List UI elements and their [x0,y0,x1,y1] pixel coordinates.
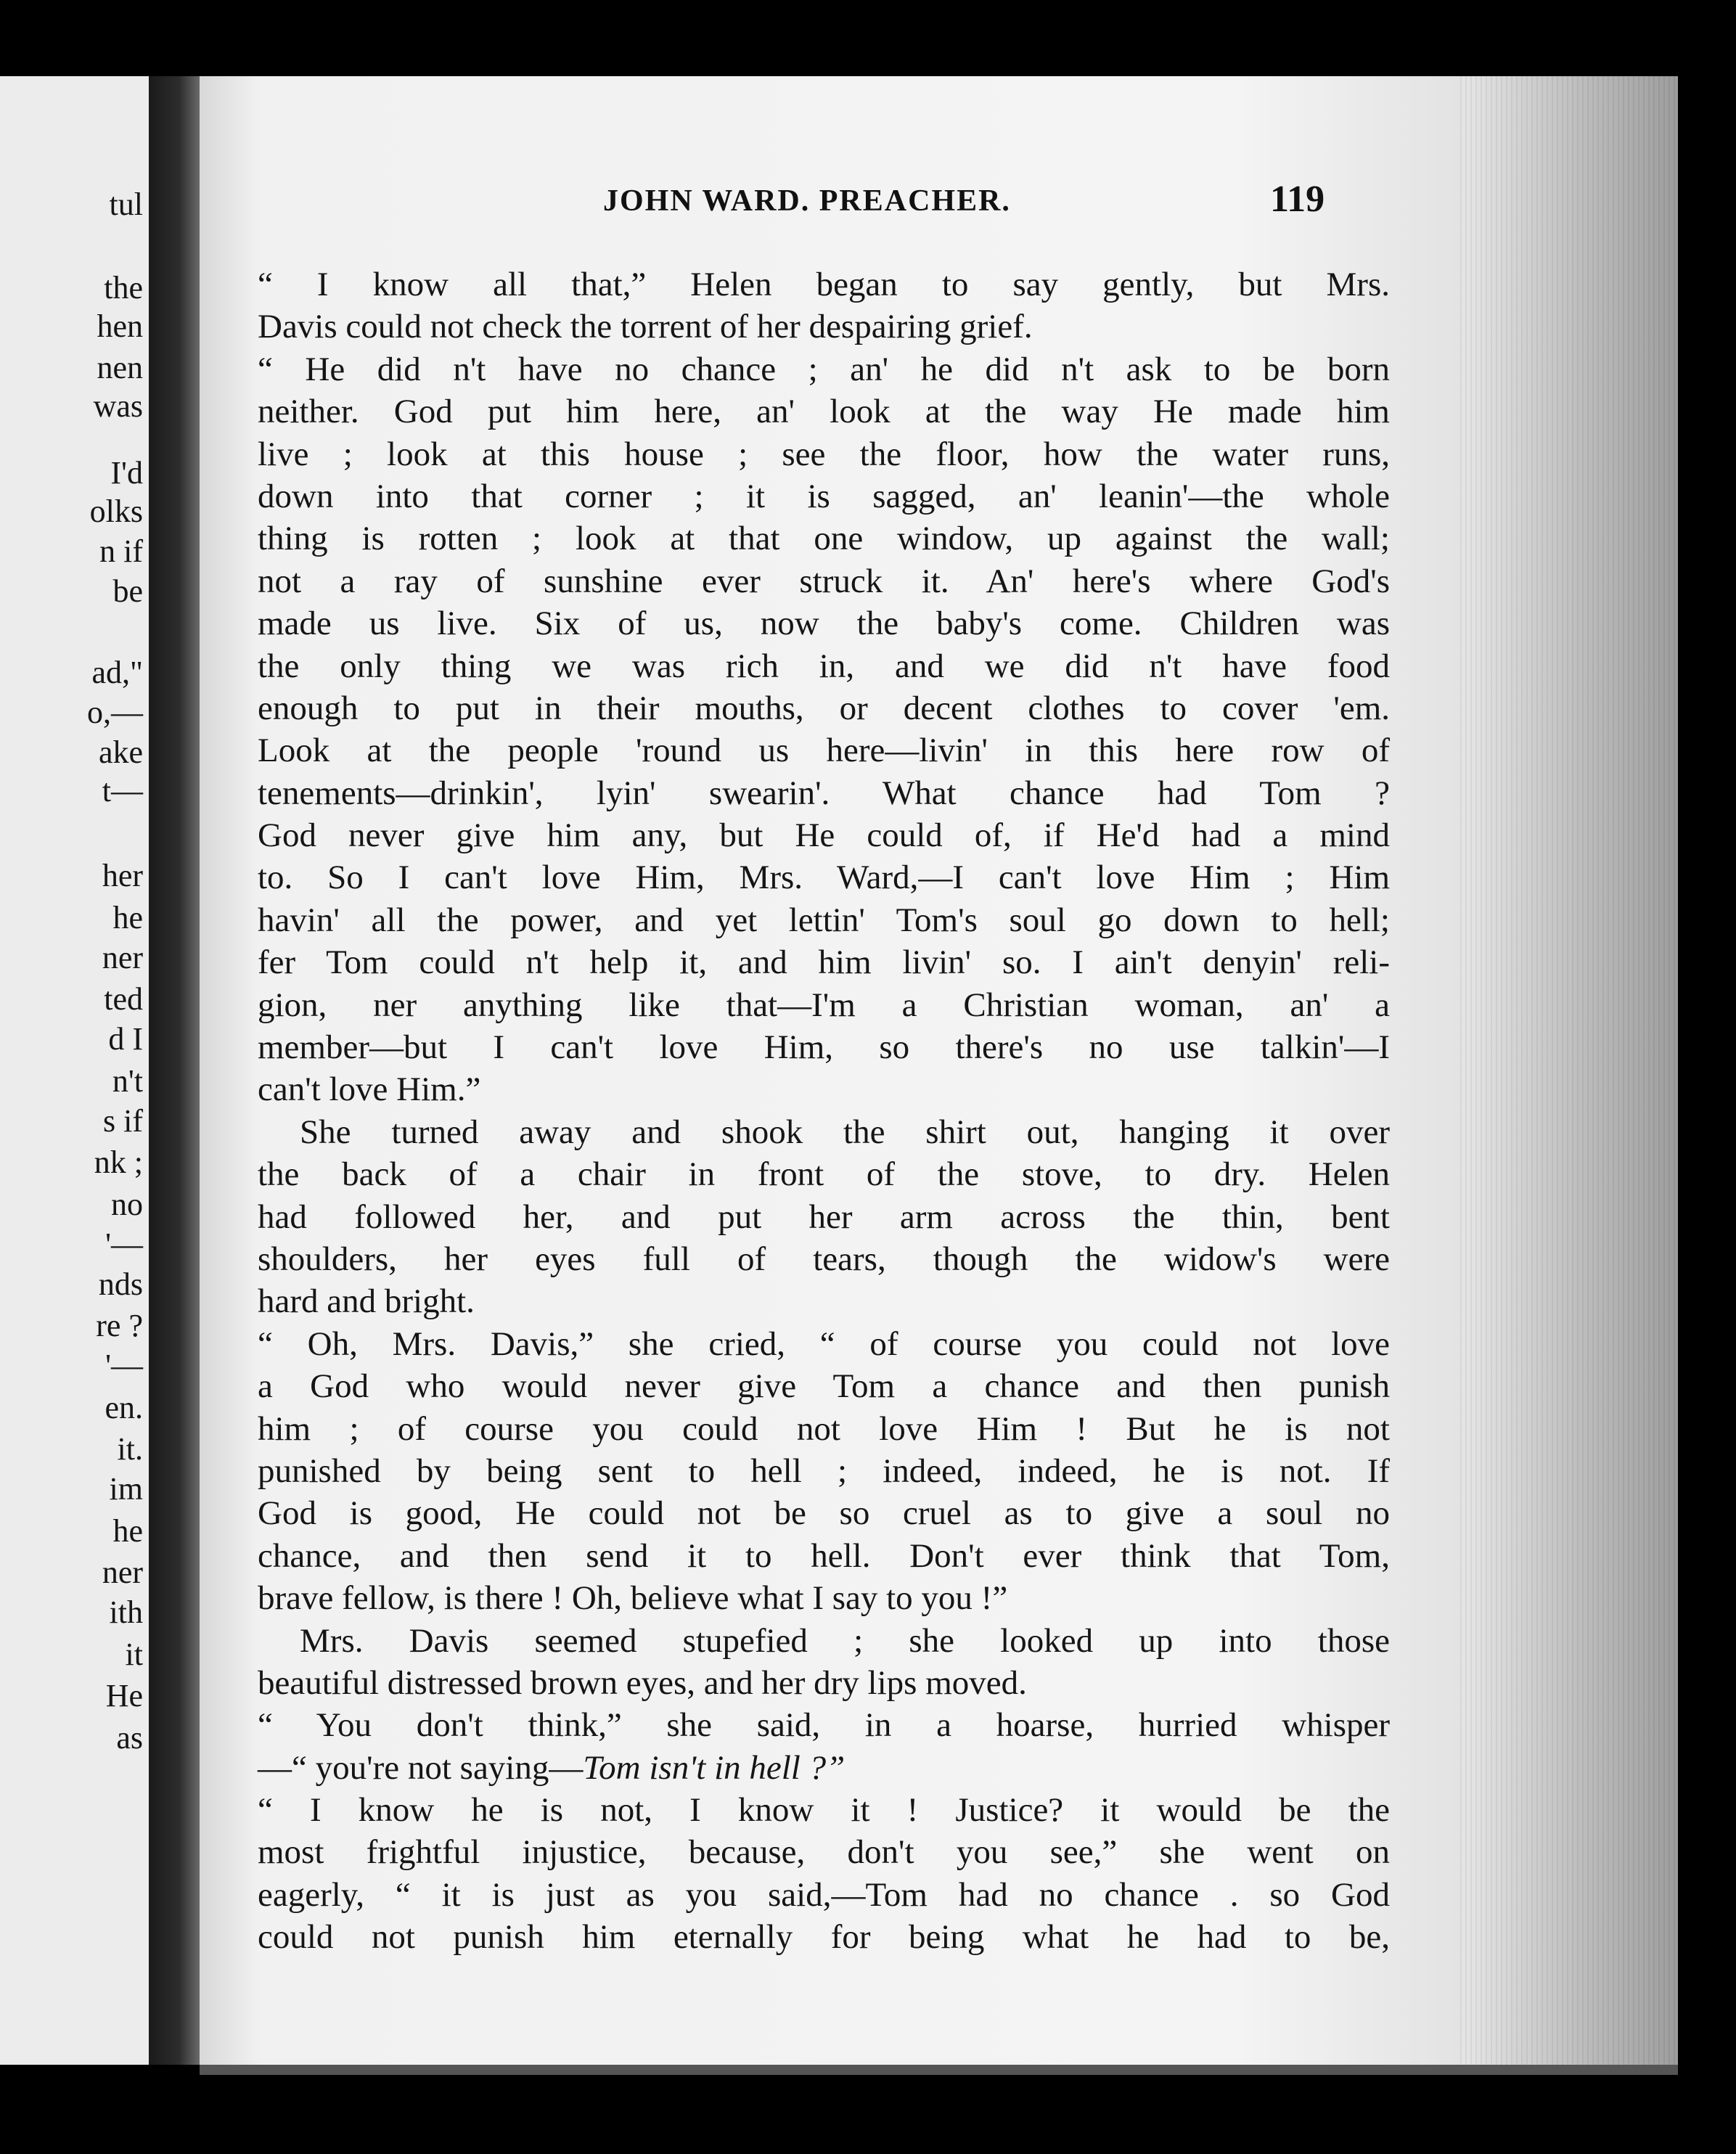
left-page-text-fragment: t— [102,773,143,808]
book-gutter [149,76,200,2065]
left-page-text-fragment: ith [109,1594,143,1630]
text-line: a God who would never give Tom a chance and then punish [258,1367,1390,1406]
text-line: made us live. Six of us, now the baby's come. Children was [258,605,1390,643]
text-line: Mrs. Davis seemed stupefied ; she looked up into those [300,1621,1390,1660]
text-line: to. So I can't love Him, Mrs. Ward,—I can't love Him ; Him [258,859,1390,897]
text-line: gion, ner anything like that—I'm a Christian woman, an' a [258,986,1390,1024]
left-page-text-fragment: was [93,388,143,424]
left-page-text-fragment: her [102,858,143,893]
page-bottom-edge [200,2065,1678,2075]
text-line: Look at the people 'round us here—livin' in this here row of [258,732,1390,770]
left-page-text-fragment: be [112,573,143,609]
text-line: Davis could not check the torrent of her despairing grief. [258,308,1033,346]
text-line: God is good, He could not be so cruel as to give a soul no [258,1494,1390,1533]
left-page-text-fragment: as [116,1720,143,1756]
left-page-text-fragment: ad," [91,655,143,690]
left-page-text-fragment: n if [99,533,143,569]
page-number: 119 [1270,179,1325,220]
text-line: God never give him any, but He could of, if He'd had a mind [258,816,1390,855]
text-line: “ He did n't have no chance ; an' he did n't ask to be born [258,350,1390,388]
left-page-text-fragment: '— [105,1227,143,1262]
text-line: down into that corner ; it is sagged, an' leanin'—the whole [258,477,1390,515]
left-page-text-fragment: nen [97,350,143,385]
text-line: brave fellow, is there ! Oh, believe what I say to you !” [258,1579,1008,1618]
text-line: not a ray of sunshine ever struck it. An' here's where God's [258,562,1390,600]
left-page-text-fragment: He [105,1678,143,1713]
text-line: him ; of course you could not love Him ! But he is not [258,1409,1390,1448]
text-line: most frightful injustice, because, don't you see,” she went on [258,1833,1390,1872]
left-page-text-fragment: it. [117,1431,143,1467]
book-page [200,76,1678,2065]
text-line: thing is rotten ; look at that one window, up against the wall; [258,520,1390,558]
left-page-text-fragment: no [111,1187,143,1222]
text-line: eagerly, “ it is just as you said,—Tom had no chance . so God [258,1875,1390,1914]
left-page-text-fragment: en. [105,1390,143,1425]
text-line: neither. God put him here, an' look at the way He made him [258,393,1390,431]
left-page-text-fragment: tul [109,187,143,222]
left-page-text-fragment: re ? [96,1308,143,1343]
left-page-text-fragment: it [125,1637,143,1672]
text-line: beautiful distressed brown eyes, and her dry lips moved. [258,1663,1027,1702]
text-line: live ; look at this house ; see the floor, how the water runs, [258,435,1390,473]
left-page-text-fragment: he [112,1513,143,1549]
running-head: JOHN WARD. PREACHER. [603,184,1011,218]
text-line: had followed her, and put her arm across the thin, bent [258,1197,1390,1236]
left-page-text-fragment: d I [108,1021,143,1057]
text-line: the only thing we was rich in, and we did n't have food [258,647,1390,685]
left-page-text-fragment: im [109,1471,143,1507]
left-page-text-fragment: n't [112,1063,143,1099]
text-line: havin' all the power, and yet lettin' Tom's soul go down to hell; [258,901,1390,939]
left-page-text-fragment: ner [102,1555,143,1590]
text-line: hard and bright. [258,1282,475,1321]
text-line: “ You don't think,” she said, in a hoarse, hurried whisper [258,1706,1390,1745]
text-line: chance, and then send it to hell. Don't ever think that Tom, [258,1536,1390,1575]
left-page-text-fragment: '— [105,1348,143,1383]
left-page-text-fragment: o,— [87,695,143,730]
left-page-text-fragment: he [112,900,143,935]
text-line: the back of a chair in front of the stove, to dry. Helen [258,1155,1390,1194]
left-page-text-fragment: ner [102,940,143,975]
left-page-text-fragment: ake [98,734,143,770]
italic-phrase: Tom isn't in hell ?” [583,1748,846,1787]
text-line: can't love Him.” [258,1070,481,1109]
text-line: tenements—drinkin', lyin' swearin'. What chance had Tom ? [258,774,1390,812]
text-line: shoulders, her eyes full of tears, though the widow's were [258,1240,1390,1278]
left-page-text-fragment: hen [97,308,143,344]
text-line: “ I know he is not, I know it ! Justice? it would be the [258,1791,1390,1830]
left-page-text-fragment: ted [104,981,143,1017]
text-line: “ Oh, Mrs. Davis,” she cried, “ of course you could not love [258,1324,1390,1363]
body-text [258,263,1390,1959]
left-page-edge [0,76,149,2065]
text-line: punished by being sent to hell ; indeed, indeed, he is not. If [258,1451,1390,1490]
text-line: enough to put in their mouths, or decent clothes to cover 'em. [258,689,1390,727]
left-page-text-fragment: s if [103,1103,143,1139]
text-line: “ I know all that,” Helen began to say gently, but Mrs. [258,266,1390,303]
text-line: could not punish him eternally for being what he had to be, [258,1918,1390,1957]
text-line-start: —“ you're not saying— [258,1748,584,1787]
left-page-text-fragment: the [104,270,143,306]
page-edge-shadow [1460,76,1678,2065]
left-page-text-fragment: olks [89,494,143,529]
left-page-text-fragment: nk ; [94,1144,143,1180]
left-page-text-fragment: nds [98,1266,143,1302]
text-line [258,1747,1390,1789]
left-page-text-fragment: I'd [110,455,143,491]
text-line: member—but I can't love Him, so there's no use talkin'—I [258,1028,1390,1067]
text-line: She turned away and shook the shirt out, hanging it over [300,1113,1390,1151]
text-line: fer Tom could n't help it, and him livin' so. I ain't denyin' reli- [258,943,1390,982]
